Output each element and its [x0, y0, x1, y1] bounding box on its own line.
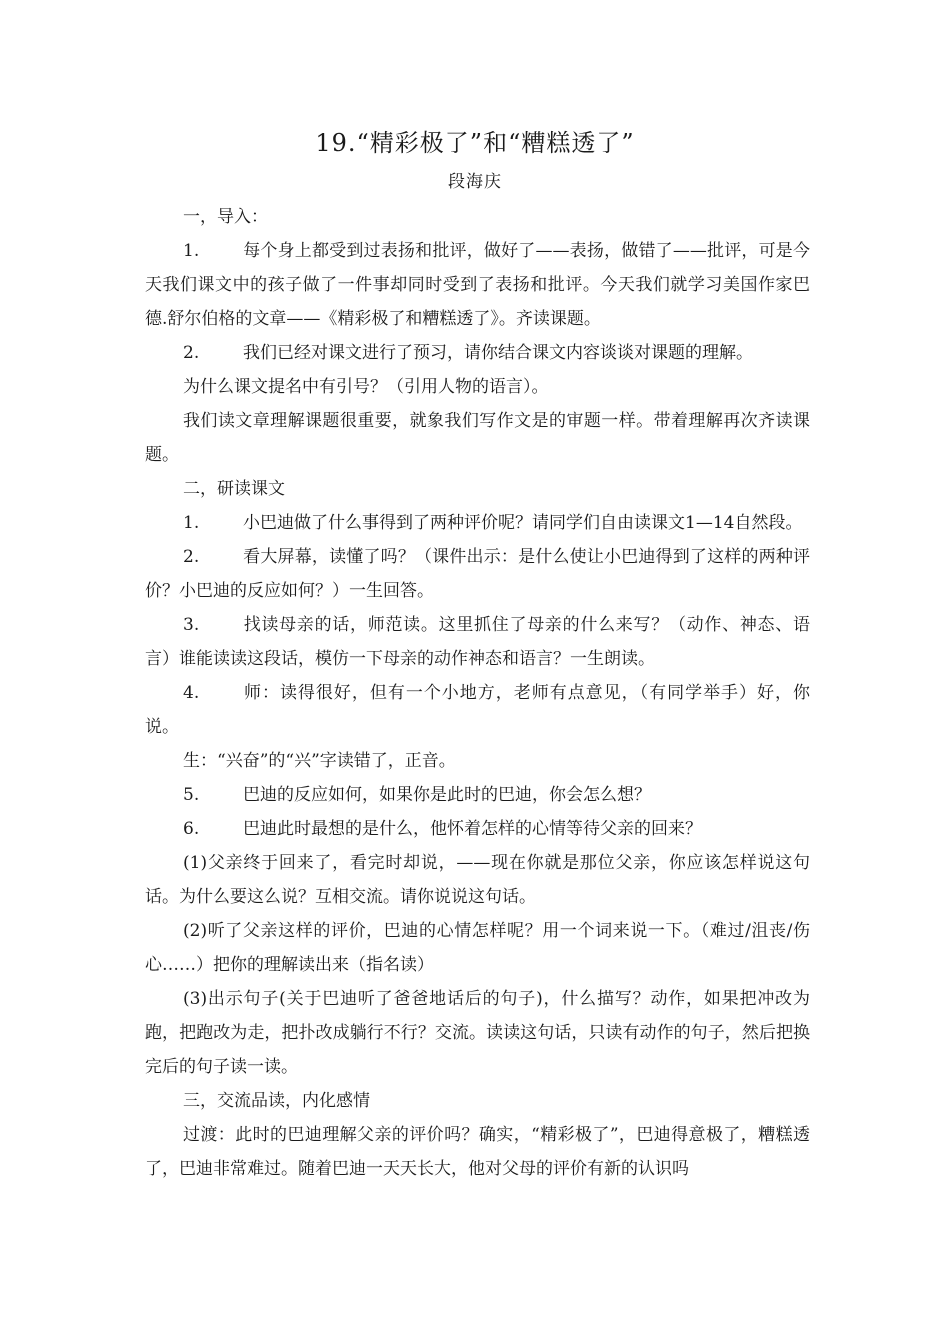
paragraph-text: 为什么课文提名中有引号？（引用人物的语言）。 [183, 377, 549, 397]
paragraph-text: (2)听了父亲这样的评价，巴迪的心情怎样呢？用一个词来说一下。（难过/沮丧/伤心……）把你的理解读出来（指名读） [145, 921, 810, 975]
paragraph-study-6 [145, 812, 810, 846]
section-heading-exchange [145, 1084, 810, 1118]
paragraph-number: 2. [183, 343, 200, 363]
paragraph-text: (3)出示句子(关于巴迪听了爸爸地话后的句子)，什么描写？动作，如果把冲改为跑，把跑改为走，把扑改成躺行不行？交流。读读这句话，只读有动作的句子，然后把换完后的句子读一读。 [145, 989, 810, 1077]
paragraph-number: 5. [183, 785, 200, 805]
paragraph-number: 1. [183, 241, 200, 261]
paragraph-text: 师：读得很好，但有一个小地方，老师有点意见，（有同学举手）好，你说。 [145, 683, 810, 737]
document-author: 段海庆 [448, 172, 502, 192]
document-body [145, 200, 810, 1186]
section-heading-study [145, 472, 810, 506]
paragraph-number: 3. [183, 615, 200, 635]
paragraph-study-3 [145, 608, 810, 676]
paragraph-transition [145, 1118, 810, 1186]
paragraph-reading [145, 404, 810, 472]
paragraph-question [145, 370, 810, 404]
paragraph-2 [145, 336, 810, 370]
paragraph-text: 找读母亲的话，师范读。这里抓住了母亲的什么来写？（动作、神态、语言）谁能读读这段话，模仿一下母亲的动作神态和语言？一生朗读。 [145, 615, 810, 669]
paragraph-number: 4. [183, 683, 200, 703]
paragraph-text: 看大屏幕，读懂了吗？（课件出示：是什么使让小巴迪得到了这样的两种评价？小巴迪的反应如何？）一生回答。 [145, 547, 810, 601]
paragraph-number: 1. [183, 513, 200, 533]
paragraph-text: 巴迪的反应如何，如果你是此时的巴迪，你会怎么想？ [243, 785, 651, 805]
paragraph-sub-2 [145, 914, 810, 982]
paragraph-sub-1 [145, 846, 810, 914]
paragraph-text: 巴迪此时最想的是什么，他怀着怎样的心情等待父亲的回来？ [243, 819, 702, 839]
paragraph-text: 小巴迪做了什么事得到了两种评价呢？请同学们自由读课文1—14自然段。 [243, 513, 803, 533]
paragraph-number: 6. [183, 819, 200, 839]
paragraph-study-2 [145, 540, 810, 608]
paragraph-study-4 [145, 676, 810, 744]
section-heading-intro [145, 200, 810, 234]
paragraph-text: 过渡：此时的巴迪理解父亲的评价吗？确实，“精彩极了”，巴迪得意极了，糟糕透了，巴迪非常难过。随着巴迪一天天长大，他对父母的评价有新的认识吗 [145, 1125, 810, 1179]
paragraph-text: 二，研读课文 [183, 479, 285, 499]
paragraph-study-5 [145, 778, 810, 812]
paragraph-sub-3 [145, 982, 810, 1084]
paragraph-text: (1)父亲终于回来了，看完时却说，——现在你就是那位父亲，你应该怎样说这句话。为什么要这么说？互相交流。请你说说这句话。 [145, 853, 810, 907]
paragraph-text: 我们读文章理解课题很重要，就象我们写作文是的审题一样。带着理解再次齐读课题。 [145, 411, 810, 465]
paragraph-text: 三，交流品读，内化感情 [183, 1091, 370, 1111]
paragraph-text: 一，导入： [183, 207, 268, 227]
document-title: 19.“精彩极了”和“糟糕透了” [315, 129, 635, 157]
paragraph-text: 我们已经对课文进行了预习，请你结合课文内容谈谈对课题的理解。 [243, 343, 753, 363]
paragraph-study-1 [145, 506, 810, 540]
paragraph-1 [145, 234, 810, 336]
paragraph-text: 生：“兴奋”的“兴”字读错了，正音。 [183, 751, 456, 771]
paragraph-student-answer [145, 744, 810, 778]
paragraph-number: 2. [183, 547, 200, 567]
paragraph-text: 每个身上都受到过表扬和批评，做好了——表扬，做错了——批评，可是今天我们课文中的孩子做了一件事却同时受到了表扬和批评。今天我们就学习美国作家巴德.舒尔伯格的文章——《精彩极了和糟糕透了》。齐读课题。 [145, 241, 810, 329]
